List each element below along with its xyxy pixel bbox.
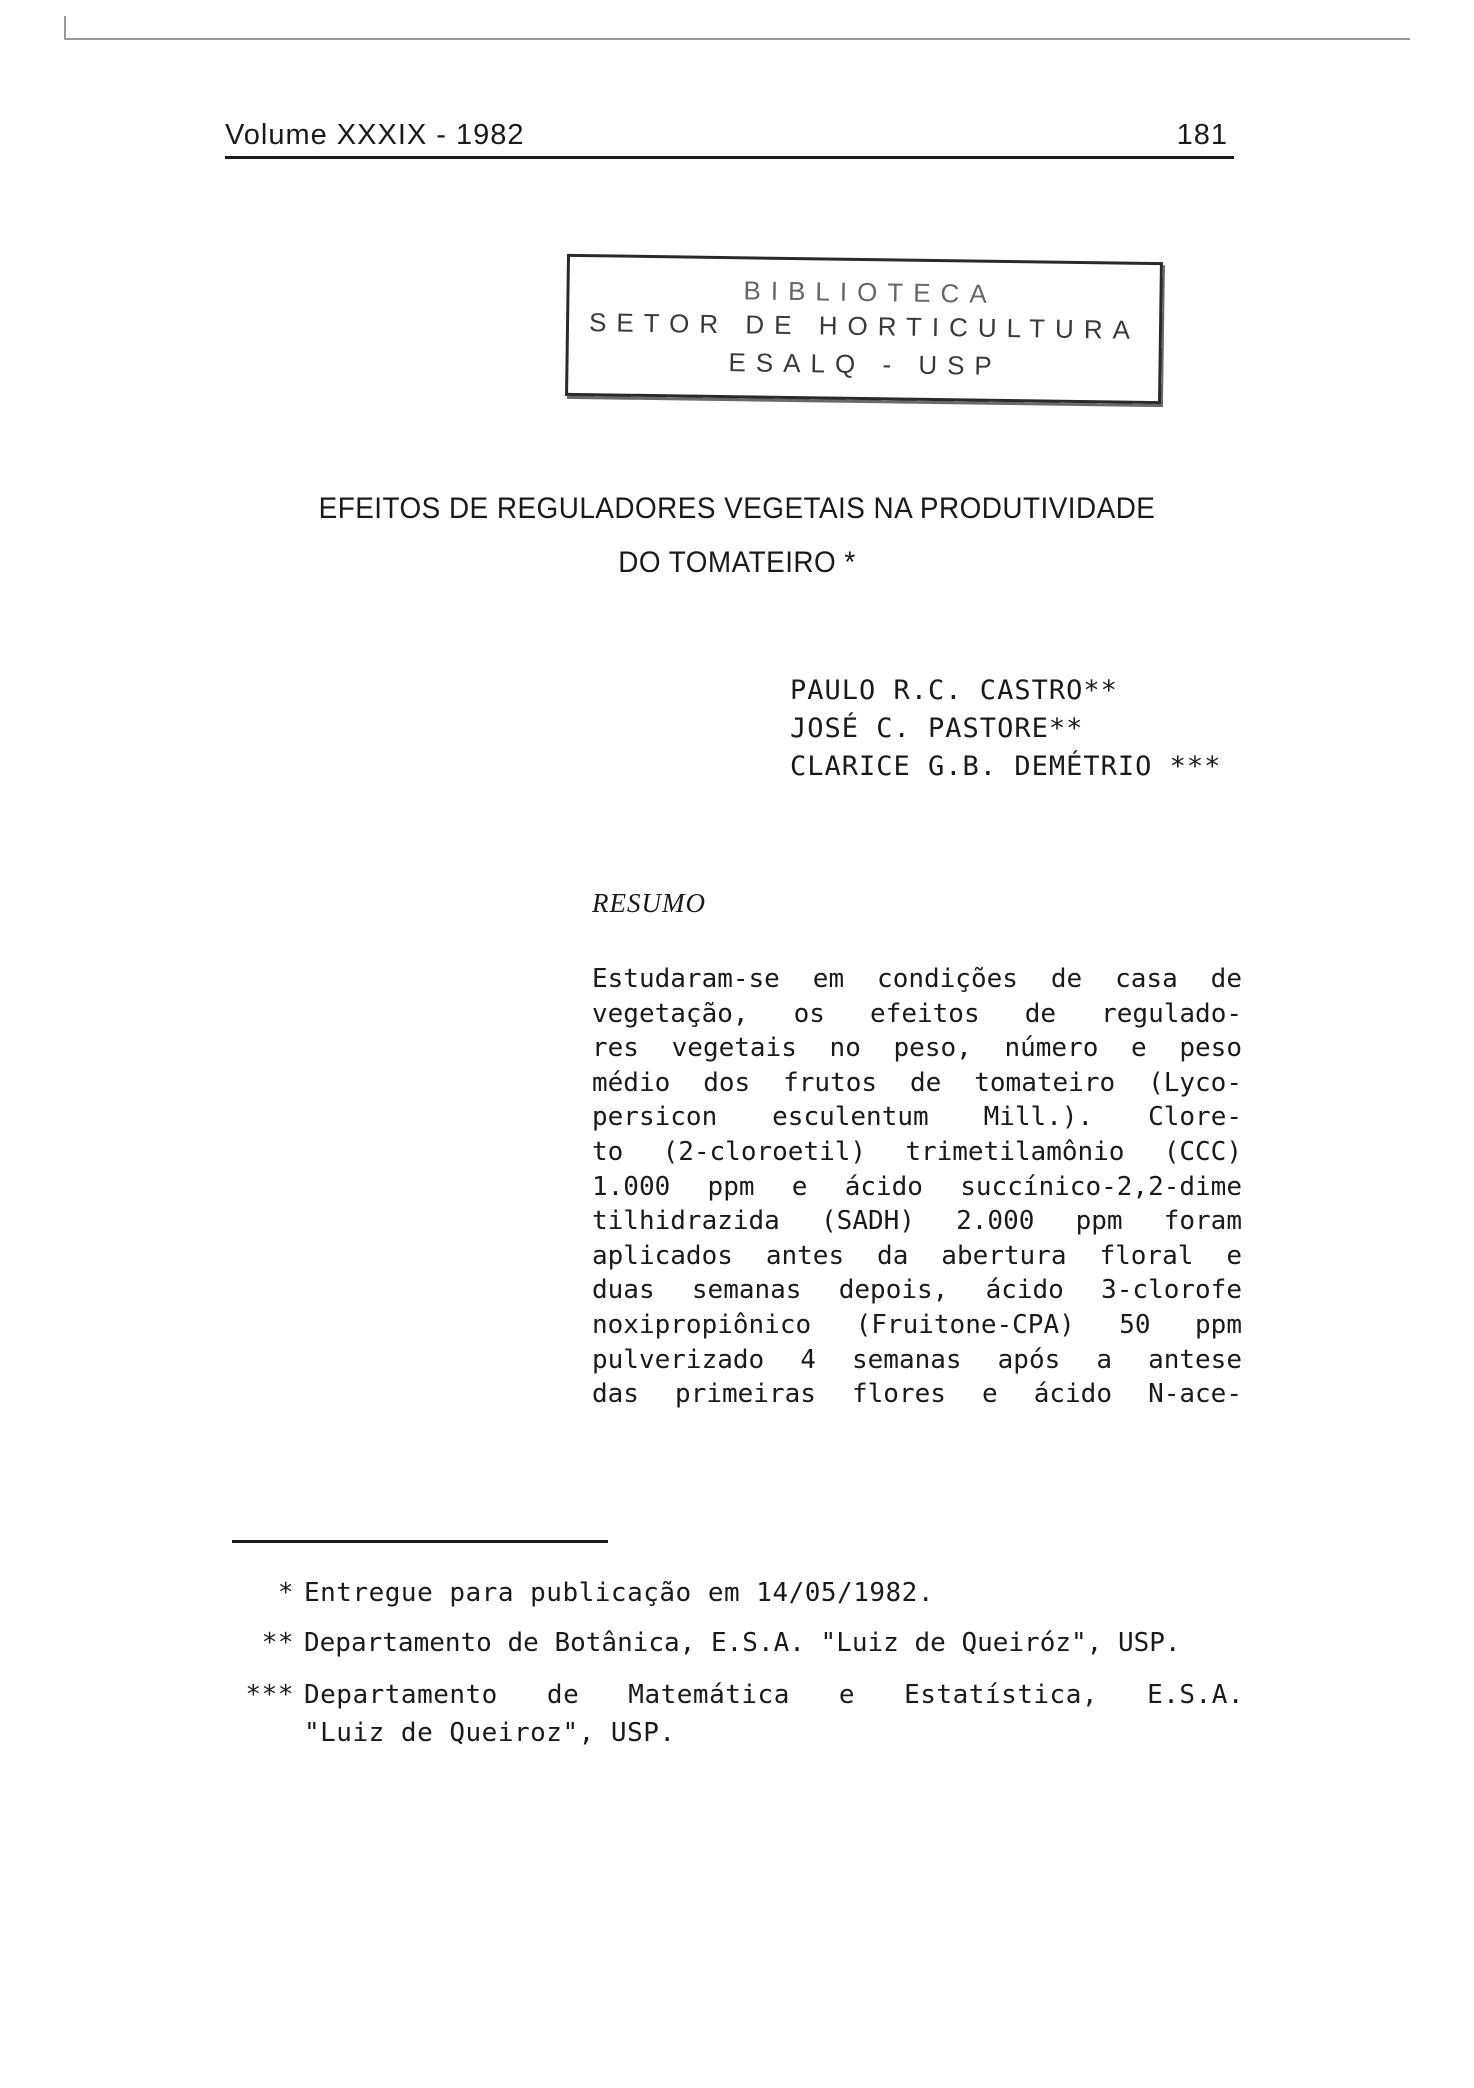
abstract-line: to (2-cloroetil) trimetilamônio (CCC)	[592, 1136, 1242, 1167]
author-3: CLARICE G.B. DEMÉTRIO ***	[790, 751, 1222, 782]
abstract-line: vegetação, os efeitos de regulado-	[592, 998, 1242, 1029]
library-stamp	[565, 254, 1163, 404]
abstract-line: persicon esculentum Mill.). Clore-	[592, 1102, 1242, 1133]
abstract-body	[592, 962, 1242, 1412]
abstract-line: 1.000 ppm e ácido succínico-2,2-dime	[592, 1171, 1242, 1202]
stamp-line-3: ESALQ - USP	[728, 347, 1002, 381]
stamp-line-2: SETOR DE HORTICULTURA	[588, 307, 1141, 345]
author-2: JOSÉ C. PASTORE**	[790, 713, 1084, 744]
page-number: 181	[1176, 119, 1228, 151]
abstract-line: res vegetais no peso, número e peso	[592, 1033, 1242, 1064]
abstract-line: médio dos frutos de tomateiro (Lyco-	[592, 1067, 1242, 1098]
footnote-text: Entregue para publicação em 14/05/1982.	[304, 1578, 934, 1608]
footnote-mark: ***	[245, 1680, 294, 1710]
abstract-line: tilhidrazida (SADH) 2.000 ppm foram	[592, 1206, 1242, 1237]
page-edge-tick	[64, 16, 66, 40]
title-line-2: DO TOMATEIRO *	[618, 546, 856, 579]
author-1: PAULO R.C. CASTRO**	[790, 675, 1118, 706]
footnote-text: Departamento de Botânica, E.S.A. "Luiz de Queiróz", USP.	[304, 1628, 1181, 1658]
abstract-line: das primeiras flores e ácido N-ace-	[592, 1379, 1242, 1410]
abstract-line: pulverizado 4 semanas após a antese	[592, 1344, 1242, 1375]
footnote-separator	[232, 1540, 608, 1543]
volume-label: Volume XXXIX - 1982	[225, 119, 525, 151]
author-list	[790, 672, 1221, 786]
abstract-heading: RESUMO	[592, 888, 706, 918]
abstract-line: noxipropiônico (Fruitone-CPA) 50 ppm	[592, 1309, 1242, 1340]
abstract-line: duas semanas depois, ácido 3-clorofe	[592, 1275, 1242, 1306]
abstract-line: aplicados antes da abertura floral e	[592, 1240, 1242, 1271]
running-head	[225, 112, 1234, 159]
footnote-mark: *	[277, 1578, 294, 1608]
abstract-line: Estudaram-se em condições de casa de	[592, 964, 1242, 994]
paper-title	[265, 482, 1208, 590]
footnote-mark: **	[261, 1628, 294, 1658]
stamp-line-1: BIBLIOTECA	[743, 275, 997, 309]
title-line-1: EFEITOS DE REGULADORES VEGETAIS NA PRODUTIVIDADE	[318, 492, 1156, 525]
footnote-3-continuation: "Luiz de Queiroz", USP.	[304, 1718, 676, 1748]
footnote-text: Departamento de Matemática e Estatística, E.S.A.	[304, 1680, 1244, 1710]
page-edge-rule	[64, 38, 1410, 40]
